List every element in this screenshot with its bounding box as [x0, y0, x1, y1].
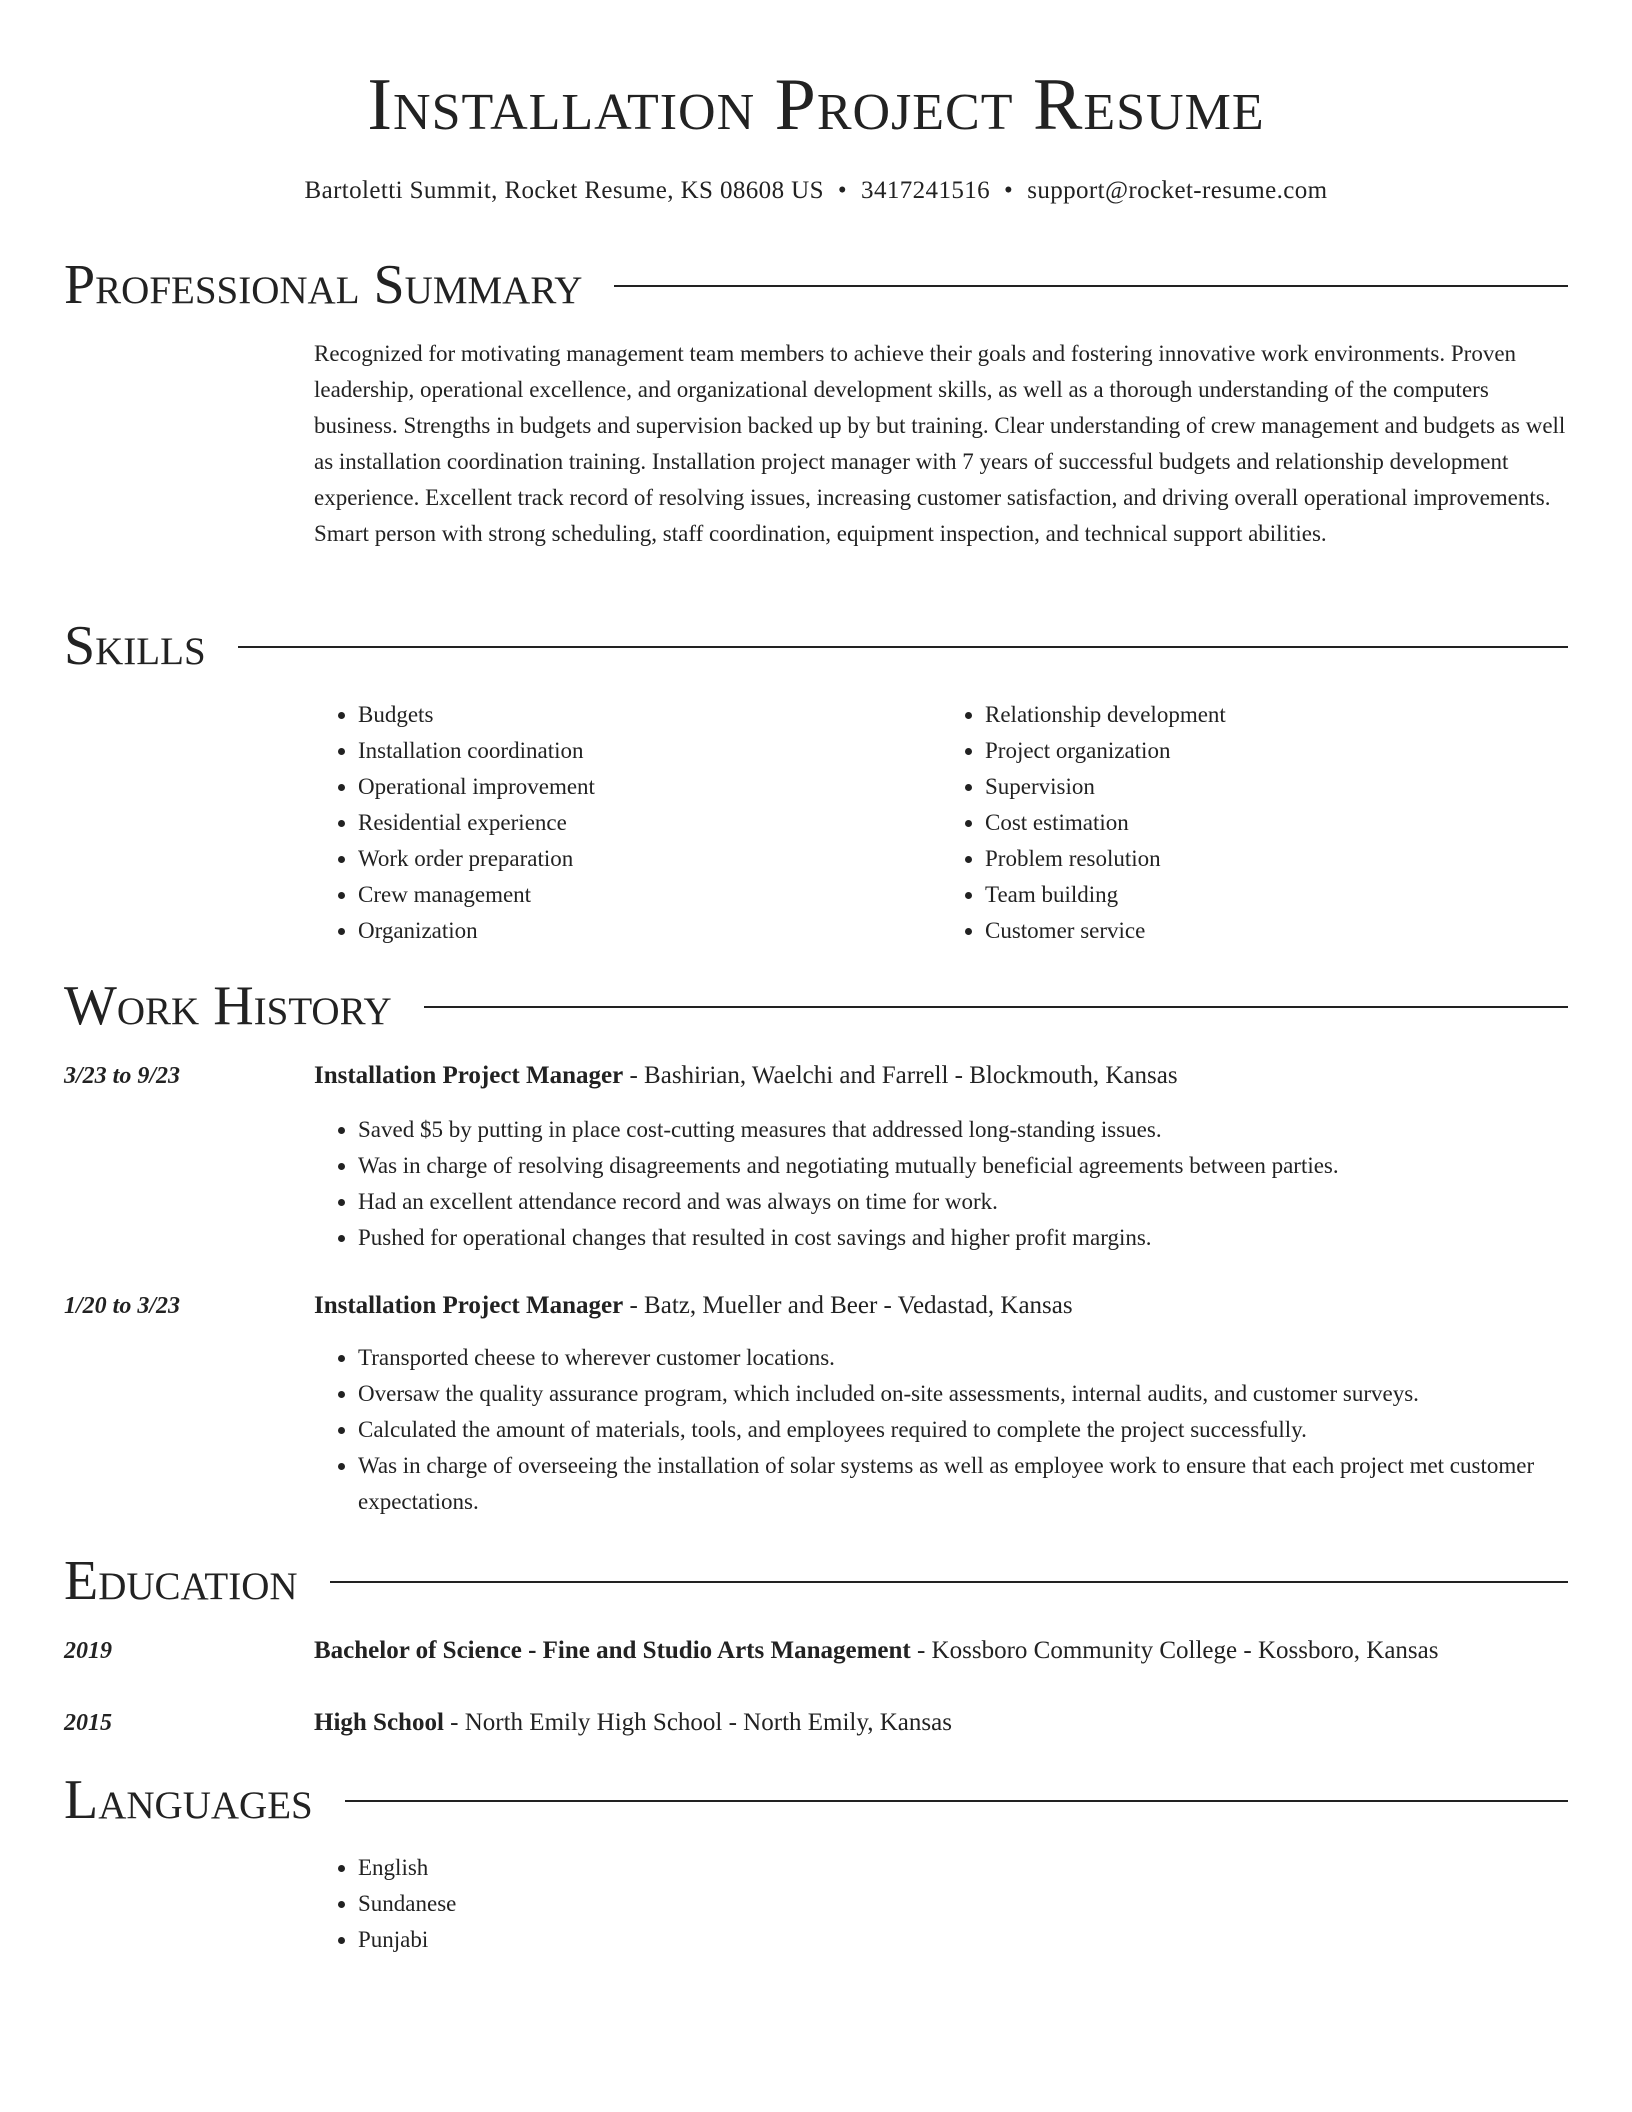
languages-list [314, 1850, 1568, 1958]
languages-block [314, 1850, 1568, 1958]
education-year: 2015 [64, 1710, 112, 1736]
job-heading [314, 1058, 1568, 1094]
section-divider [330, 1581, 1568, 1583]
job-bullet: • Saved $5 by putting in place cost-cutting measures that addressed long-standing issues. [358, 1112, 1568, 1148]
job-title: Installation Project Manager [314, 1062, 624, 1089]
job-bullet: • Was in charge of overseeing the installation of solar systems as well as employee work to ensure that each project met customer expectations. [358, 1448, 1568, 1520]
skill-item: • Project organization [985, 733, 1568, 769]
phone: 3417241516 [861, 177, 991, 204]
job-bullet: • Had an excellent attendance record and was always on time for work. [358, 1184, 1568, 1220]
language-item: • English [358, 1850, 1568, 1886]
section-title-languages: Languages [64, 1769, 313, 1831]
language-item: • Sundanese [358, 1886, 1568, 1922]
skill-item: • Team building [985, 877, 1568, 913]
skill-item: • Operational improvement [358, 769, 941, 805]
section-title-summary: Professional Summary [64, 254, 583, 316]
job-bullet: • Transported cheese to wherever customer locations. [358, 1340, 1568, 1376]
education-heading [314, 1633, 1568, 1669]
job-bullet: • Was in charge of resolving disagreements and negotiating mutually beneficial agreements between parties. [358, 1148, 1568, 1184]
job-company: - Batz, Mueller and Beer - Vedastad, Kansas [623, 1292, 1073, 1319]
resume-title: Installation Project Resume [367, 64, 1265, 146]
section-languages-header [64, 1770, 1568, 1830]
job-bullets [314, 1112, 1568, 1256]
skill-item: • Installation coordination [358, 733, 941, 769]
job-bullets-block [314, 1340, 1568, 1520]
job-title: Installation Project Manager [314, 1292, 624, 1319]
education-entry [314, 1633, 1568, 1669]
section-title-education: Education [64, 1550, 298, 1612]
email: support@rocket-resume.com [1027, 177, 1328, 204]
job-bullet: • Oversaw the quality assurance program, which included on-site assessments, internal audits, and customer surveys. [358, 1376, 1568, 1412]
school: - Kossboro Community College - Kossboro, Kansas [910, 1637, 1439, 1664]
summary-text: Recognized for motivating management team members to achieve their goals and fostering innovative work environments. Proven leadership, operational excellence, and organizational development skills, as well as a thorough understanding of the computers business. Strengths in budgets and supervision backed up by but training. Clear understanding of crew management and budgets as well as installation coordination training. Installation project manager with 7 years of successful budgets and relationship development experience. Excellent track record of resolving issues, increasing customer satisfaction, and driving overall operational improvements. Smart person with strong scheduling, staff coordination, equipment inspection, and technical support abilities. [314, 341, 1566, 546]
skills-right-list [941, 697, 1568, 949]
section-title-work: Work History [64, 975, 392, 1037]
address: Bartoletti Summit, Rocket Resume, KS 08608 US [304, 177, 824, 204]
separator-dot: • [1004, 177, 1014, 204]
section-skills-header [64, 616, 1568, 676]
job-company: - Bashirian, Waelchi and Farrell - Blockmouth, Kansas [623, 1062, 1178, 1089]
skill-item: • Budgets [358, 697, 941, 733]
language-item: • Punjabi [358, 1922, 1568, 1958]
job-bullets [314, 1340, 1568, 1520]
job-bullet: • Calculated the amount of materials, tools, and employees required to complete the project successfully. [358, 1412, 1568, 1448]
skills-left-list [314, 697, 941, 949]
skill-item: • Cost estimation [985, 805, 1568, 841]
summary-block [314, 336, 1568, 552]
job-entry [314, 1288, 1568, 1324]
skills-block [314, 697, 1568, 949]
skill-item: • Work order preparation [358, 841, 941, 877]
section-work-header [64, 976, 1568, 1036]
contact-line [0, 175, 1632, 207]
section-divider [614, 285, 1568, 287]
skill-item: • Problem resolution [985, 841, 1568, 877]
section-summary-header [64, 255, 1568, 315]
skill-item: • Supervision [985, 769, 1568, 805]
education-entry [314, 1705, 1568, 1741]
skill-item: • Organization [358, 913, 941, 949]
job-heading [314, 1288, 1568, 1324]
skill-item: • Customer service [985, 913, 1568, 949]
section-divider [345, 1800, 1568, 1802]
job-entry [314, 1058, 1568, 1094]
skill-item: • Relationship development [985, 697, 1568, 733]
skill-item: • Residential experience [358, 805, 941, 841]
job-dates: 1/20 to 3/23 [64, 1293, 181, 1319]
degree: High School [314, 1709, 444, 1736]
job-bullets-block [314, 1112, 1568, 1256]
separator-dot: • [837, 177, 848, 204]
section-education-header [64, 1551, 1568, 1611]
section-divider [424, 1006, 1568, 1008]
skill-item: • Crew management [358, 877, 941, 913]
section-divider [238, 646, 1568, 648]
degree: Bachelor of Science - Fine and Studio Arts Management [314, 1637, 911, 1664]
education-heading [314, 1705, 1568, 1741]
education-year: 2019 [64, 1638, 112, 1664]
section-title-skills: Skills [64, 615, 206, 677]
job-dates: 3/23 to 9/23 [64, 1063, 181, 1089]
school: - North Emily High School - North Emily, Kansas [443, 1709, 952, 1736]
job-bullet: • Pushed for operational changes that resulted in cost savings and higher profit margins. [358, 1220, 1568, 1256]
